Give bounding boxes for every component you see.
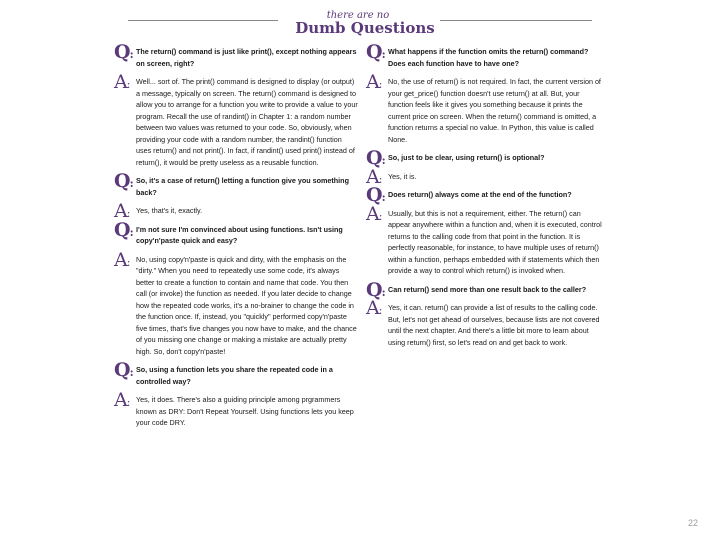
qa-item [114,218,358,247]
qa-item [114,71,358,168]
qa-item [366,278,602,301]
qa-text: The return() command is just like print(), except nothing appears on screen, right? [136,47,357,68]
qa-text: I'm not sure I'm convinced about using functions. Isn't using copy'n'paste quick and easy? [136,224,343,245]
qa-item [114,170,358,198]
left-column [114,41,358,436]
qa-text: So, it's a case of return() letting a function give you something back? [136,176,349,197]
qa-item [114,41,358,69]
q-mark: Q : [366,185,386,208]
q-mark: Q : [114,171,134,194]
a-mark: A : [366,204,382,227]
a-mark: A : [114,201,130,224]
a-mark: A : [114,250,130,273]
qa-item [366,184,602,206]
a-mark: A : [114,72,130,95]
qa-item [366,297,602,348]
q-mark: Q : [366,42,386,65]
qa-text: No, using copy'n'paste is quick and dirty, with the emphasis on the "dirty." When you need to repeatedly use some code, it's always better to create a function to contain and name that code. You then call (or invoke) the function as needed. If you later decide to change how the repeated code works, it's a no-brainer to change the code in the function once. If, instead, you "quickly" performed copy'n'paste five times, that's five changes you now have to make, and the chance of you missing one change or making a mistake are actually pretty high. So, don't copy'n'paste! [136,254,357,356]
a-mark: A : [366,72,382,95]
page-number: 22 [688,518,699,528]
a-mark: A : [366,298,382,321]
qa-item [366,71,602,145]
qa-text: Yes, that's it, exactly. [136,206,203,215]
qa-item [114,359,358,387]
qa-text: So, using a function lets you share the repeated code in a controlled way? [136,365,333,386]
qa-item [114,248,358,358]
q-mark: Q : [366,280,386,303]
qa-item [366,202,602,277]
qa-text: Can return() send more than one result back to the caller? [388,284,587,294]
qa-text: Yes, it does. There's also a guiding principle among prgrammers known as DRY: Don't Repeat Yourself. Using functions lets you keep your code DRY. [136,395,354,427]
a-mark: A : [366,167,382,190]
qa-text: Does return() always come at the end of the function? [388,190,572,199]
header-title: Dumb Questions [295,19,435,37]
qa-text: Yes, it is. [388,171,417,181]
right-column [366,41,602,355]
header-rule-left [128,20,278,21]
header-subtitle: there are no [326,10,390,21]
q-mark: Q : [114,220,134,243]
header-rule-right [440,20,592,21]
qa-item [114,200,358,222]
qa-text: Well... sort of. The print() command is designed to display (or output) a message, typically on screen. The return() command is designed to allow you to arrange for a function you write to provide a value to your program. Recall the use of randint() in Chapter 1: a random number between two values was returned to your code. So, obviously, when providing your code with a random number, the randint() function uses return() and not print(). In fact, if randint() used print() instead of return(), it would be pretty useless as a reusable function. [136,77,358,167]
qa-item [366,41,602,69]
qa-item [366,165,602,188]
a-mark: A : [114,390,130,413]
qa-text: Usually, but this is not a requirement, either. The return() can appear anywhere within a function and, when it is executed, control returns to the calling code from that point in the function. It is perfectly reasonable, for instance, to have multiple uses of return() within a function, perhaps embedded with if statements which then provide a way to control which return() is invoked when. [388,208,602,275]
qa-text: So, just to be clear, using return() is optional? [388,153,545,162]
q-mark: Q : [114,360,134,383]
qa-text: No, the use of return() is not required. In fact, the current version of your get_price() function doesn't use return() at all. But, your function feels like it gives you something because it prints the current price on screen. When the return() command is omitted, a function returns a special no value. In Python, this value is called None. [388,77,601,144]
qa-item [114,389,358,429]
q-mark: Q : [366,148,386,171]
qa-text: Yes, it can. return() can provide a list of results to the calling code. But, let's not get ahead of ourselves, because lists are not covered until the next chapter. And there's a little bit more to learn about using return() first, so let's read on and get back to work. [388,303,600,347]
q-mark: Q : [114,42,134,65]
qa-item [366,147,602,169]
qa-text: What happens if the function omits the return() command? Does each function have to have one? [388,47,589,68]
